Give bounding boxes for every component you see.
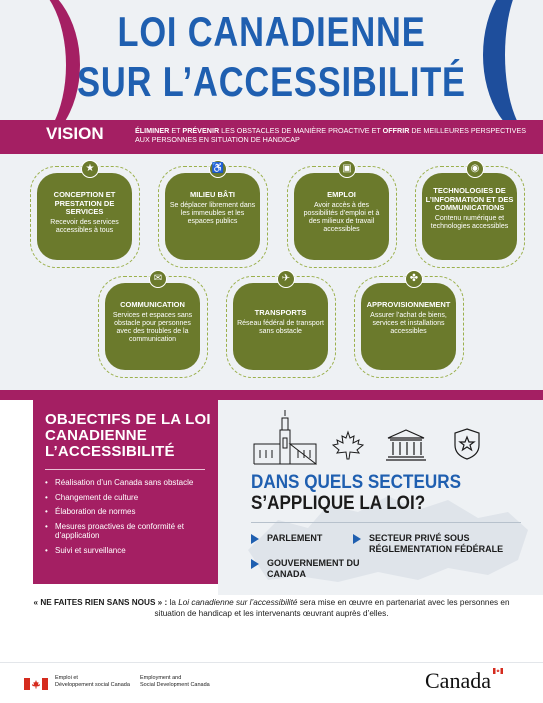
card-conception-services (30, 163, 140, 268)
objective-item: • Élaboration de normes (45, 507, 205, 517)
card-title: TRANSPORTS (254, 308, 307, 317)
vision-keyword-prevenir: PRÉVENIR (182, 126, 220, 135)
objective-item: • Mesures proactives de conformité et d’application (45, 522, 205, 541)
nothing-without-us-quote: « NE FAITES RIEN SANS NOUS » : la Loi canadienne sur l’accessibilité sera mise en œuvre en partenariat avec les personnes en situation de handicap et les intervenants œuvrant auprès d’elles. (33, 598, 510, 618)
page-title-line2: SUR L’ACCESSIBILITÉ (77, 58, 466, 105)
triangle-bullet-icon (251, 559, 259, 569)
wordmark-flag-icon (493, 668, 503, 674)
card-description: Assurer l’achat de biens, services et installations accessibles (370, 311, 447, 335)
sector-item-gouvernement: GOUVERNEMENT DU CANADA (251, 558, 361, 579)
objective-item: • Changement de culture (45, 493, 205, 503)
sectors-divider (251, 522, 521, 523)
plane-icon: ✈ (277, 270, 295, 288)
wheelchair-icon: ♿ (209, 160, 227, 178)
department-name-fr: Emploi et Développement social Canada (55, 675, 130, 688)
maple-leaf-icon: ✤ (405, 270, 423, 288)
card-title: APPROVISIONNEMENT (366, 300, 451, 309)
sector-item-parlement: PARLEMENT (251, 533, 361, 544)
vision-keyword-offrir: OFFRIR (382, 126, 410, 135)
card-description: Contenu numérique et technologies accessibles (430, 214, 509, 230)
card-description: Services et espaces sans obstacle pour personnes avec des troubles de la communication (112, 311, 193, 344)
objectives-panel (33, 398, 218, 584)
card-title: COMMUNICATION (120, 300, 185, 309)
card-emploi (287, 163, 397, 268)
page-title-line1: LOI CANADIENNE (117, 8, 426, 55)
card-transports (226, 273, 336, 378)
card-description: Recevoir des services accessibles à tous (50, 218, 119, 234)
card-approvisionnement (354, 273, 464, 378)
objective-item: • Suivi et surveillance (45, 546, 205, 556)
vision-text-part: ET (169, 126, 183, 135)
card-description: Avoir accès à des possibilités d’emploi et à des milieux de travail accessibles (303, 201, 380, 234)
canada-wordmark: Canada (425, 668, 491, 693)
triangle-bullet-icon (353, 534, 361, 544)
card-description: Réseau fédéral de transport sans obstacle (237, 319, 324, 335)
card-technologies (415, 163, 525, 268)
objectives-divider (45, 469, 205, 470)
triangle-bullet-icon (251, 534, 259, 544)
objectives-title: OBJECTIFS DE LA LOI CANADIENNE L’ACCESSIBILITÉ (45, 411, 211, 460)
maple-leaf-icon (330, 430, 366, 460)
vision-keyword-eliminer: ÉLIMINER (135, 126, 170, 135)
objectives-list (45, 478, 218, 555)
vision-statement (135, 126, 530, 144)
government-building-icon (385, 428, 427, 462)
card-title: TECHNOLOGIES DE L’INFORMATION ET DES COMMUNICATIONS (425, 186, 514, 212)
card-title: MILIEU BÂTI (190, 190, 235, 199)
canada-flag-icon (24, 678, 48, 690)
police-badge-icon (449, 427, 485, 461)
speech-bubble-icon: ✉ (149, 270, 167, 288)
parliament-icon (250, 408, 320, 466)
sectors-title-line1: DANS QUELS SECTEURS (251, 472, 461, 493)
sectors-title-line2: S’APPLIQUE LA LOI? (251, 493, 426, 514)
card-title: CONCEPTION ET PRESTATION DE SERVICES (53, 190, 116, 216)
card-milieu-bati (158, 163, 268, 268)
star-icon: ★ (81, 160, 99, 178)
vision-text-part: DE MEILLEURES PERSPECTIVES AUX PERSONNES EN SITUATION DE HANDICAP (135, 126, 527, 144)
vision-label: VISION (46, 124, 104, 143)
card-communication (98, 273, 208, 378)
card-title: EMPLOI (327, 190, 356, 199)
department-name-en: Employment and Social Development Canada (140, 675, 210, 688)
objective-item: • Réalisation d’un Canada sans obstacle (45, 478, 205, 488)
card-description: Se déplacer librement dans les immeubles et les espaces publics (169, 201, 256, 225)
briefcase-icon: ▣ (338, 160, 356, 178)
vision-text-part: LES OBSTACLES DE MANIÈRE PROACTIVE ET (219, 126, 383, 135)
sector-item-secteur-prive: SECTEUR PRIVÉ SOUS RÉGLEMENTATION FÉDÉRALE (353, 533, 523, 554)
header-banner (0, 0, 543, 120)
wifi-icon: ◉ (466, 160, 484, 178)
